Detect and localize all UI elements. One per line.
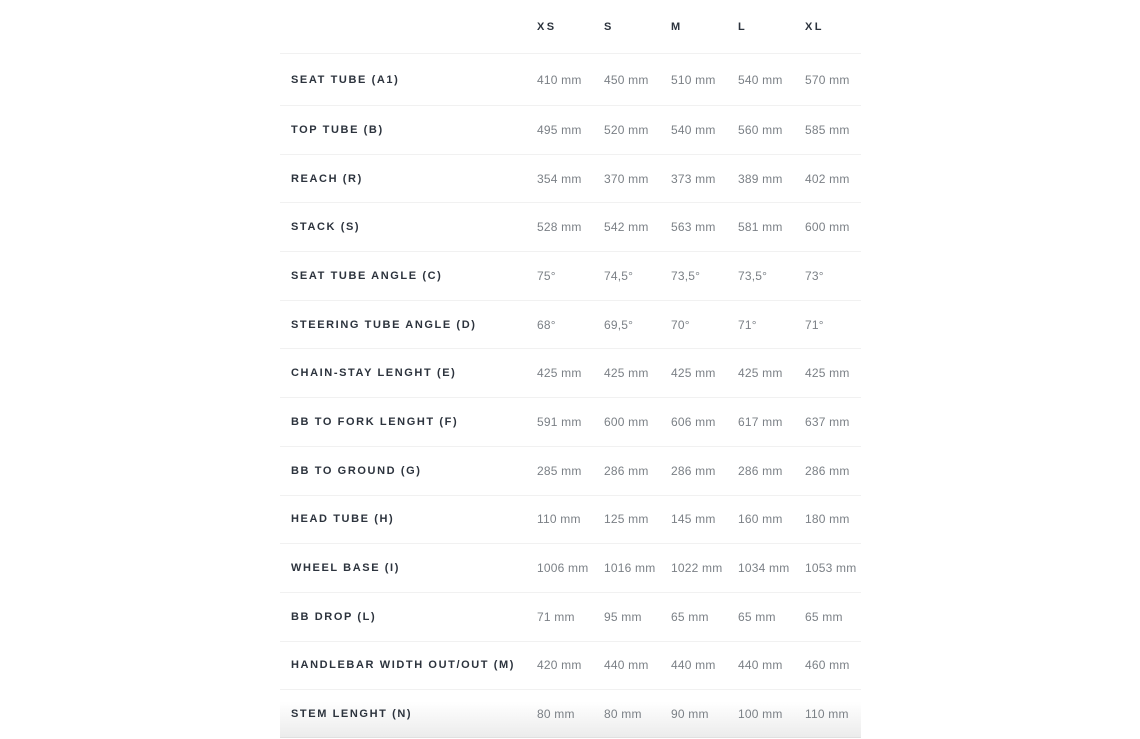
spec-value: 402 mm — [805, 171, 850, 186]
spec-value: 73,5° — [671, 268, 701, 283]
spec-value: 585 mm — [805, 122, 850, 137]
spec-label: STEM LENGHT (N) — [291, 707, 413, 720]
spec-value: 145 mm — [671, 512, 716, 527]
spec-value: 425 mm — [738, 366, 783, 381]
spec-row — [280, 105, 861, 154]
spec-value: 420 mm — [537, 658, 582, 673]
spec-value: 540 mm — [671, 122, 716, 137]
spec-value: 440 mm — [738, 658, 783, 673]
spec-value: 1022 mm — [671, 561, 723, 576]
spec-value: 80 mm — [604, 706, 642, 721]
spec-value: 560 mm — [738, 122, 783, 137]
spec-value: 495 mm — [537, 122, 582, 137]
spec-value: 71 mm — [537, 609, 575, 624]
spec-value: 110 mm — [805, 706, 849, 721]
spec-label: STACK (S) — [291, 221, 361, 234]
spec-value: 75° — [537, 268, 556, 283]
spec-value: 125 mm — [604, 512, 649, 527]
spec-row — [280, 300, 861, 349]
spec-value: 90 mm — [671, 706, 709, 721]
spec-row — [280, 495, 861, 544]
spec-value: 73,5° — [738, 268, 768, 283]
spec-value: 425 mm — [604, 366, 649, 381]
spec-value: 520 mm — [604, 122, 649, 137]
spec-value: 440 mm — [671, 658, 716, 673]
size-column-header: XL — [805, 20, 824, 33]
spec-value: 389 mm — [738, 171, 783, 186]
spec-value: 528 mm — [537, 220, 582, 235]
spec-value: 570 mm — [805, 72, 850, 87]
spec-row — [280, 592, 861, 641]
spec-value: 65 mm — [738, 609, 776, 624]
spec-label: TOP TUBE (B) — [291, 123, 384, 136]
spec-value: 591 mm — [537, 414, 582, 429]
spec-label: STEERING TUBE ANGLE (D) — [291, 318, 477, 331]
spec-label: SEAT TUBE ANGLE (C) — [291, 269, 443, 282]
spec-value: 581 mm — [738, 220, 783, 235]
spec-value: 100 mm — [738, 706, 783, 721]
spec-value: 460 mm — [805, 658, 850, 673]
spec-row — [280, 202, 861, 251]
spec-value: 71° — [805, 317, 824, 332]
spec-label: BB TO GROUND (G) — [291, 464, 422, 477]
spec-value: 65 mm — [671, 609, 709, 624]
spec-label: BB TO FORK LENGHT (F) — [291, 415, 459, 428]
spec-value: 71° — [738, 317, 757, 332]
spec-value: 1053 mm — [805, 561, 857, 576]
spec-row — [280, 251, 861, 300]
spec-value: 80 mm — [537, 706, 575, 721]
table-header-row — [280, 0, 861, 53]
spec-value: 606 mm — [671, 414, 716, 429]
spec-label: HEAD TUBE (H) — [291, 513, 395, 526]
spec-label: HANDLEBAR WIDTH OUT/OUT (M) — [291, 659, 516, 672]
spec-value: 425 mm — [805, 366, 850, 381]
spec-value: 286 mm — [738, 463, 783, 478]
spec-value: 450 mm — [604, 72, 649, 87]
spec-value: 69,5° — [604, 317, 634, 332]
spec-label: CHAIN-STAY LENGHT (E) — [291, 367, 457, 380]
spec-value: 74,5° — [604, 268, 634, 283]
spec-value: 1016 mm — [604, 561, 656, 576]
size-column-header: L — [738, 20, 748, 33]
spec-row — [280, 689, 861, 738]
spec-row — [280, 446, 861, 495]
spec-label: WHEEL BASE (I) — [291, 562, 400, 575]
geometry-table — [280, 0, 861, 738]
spec-value: 73° — [805, 268, 824, 283]
spec-row — [280, 641, 861, 690]
spec-value: 600 mm — [604, 414, 649, 429]
spec-value: 370 mm — [604, 171, 649, 186]
spec-value: 70° — [671, 317, 690, 332]
spec-value: 373 mm — [671, 171, 716, 186]
spec-label: BB DROP (L) — [291, 610, 377, 623]
spec-value: 600 mm — [805, 220, 850, 235]
spec-value: 285 mm — [537, 463, 582, 478]
spec-value: 617 mm — [738, 414, 783, 429]
spec-value: 1034 mm — [738, 561, 790, 576]
spec-value: 286 mm — [805, 463, 850, 478]
spec-row — [280, 348, 861, 397]
size-column-header: M — [671, 20, 683, 33]
size-column-header: S — [604, 20, 614, 33]
spec-value: 510 mm — [671, 72, 716, 87]
spec-value: 286 mm — [604, 463, 649, 478]
spec-value: 637 mm — [805, 414, 850, 429]
spec-row — [280, 154, 861, 203]
spec-row — [280, 397, 861, 446]
spec-row — [280, 543, 861, 592]
spec-label: REACH (R) — [291, 172, 363, 185]
spec-value: 180 mm — [805, 512, 850, 527]
spec-value: 110 mm — [537, 512, 581, 527]
spec-label: SEAT TUBE (A1) — [291, 73, 400, 86]
spec-value: 286 mm — [671, 463, 716, 478]
spec-value: 540 mm — [738, 72, 783, 87]
spec-value: 410 mm — [537, 72, 582, 87]
spec-value: 563 mm — [671, 220, 716, 235]
spec-value: 68° — [537, 317, 556, 332]
spec-row — [280, 53, 861, 105]
spec-value: 354 mm — [537, 171, 582, 186]
spec-value: 425 mm — [537, 366, 582, 381]
spec-value: 440 mm — [604, 658, 649, 673]
spec-value: 160 mm — [738, 512, 783, 527]
size-column-header: XS — [537, 20, 557, 33]
spec-value: 542 mm — [604, 220, 649, 235]
spec-value: 425 mm — [671, 366, 716, 381]
spec-value: 1006 mm — [537, 561, 589, 576]
spec-value: 95 mm — [604, 609, 642, 624]
spec-value: 65 mm — [805, 609, 843, 624]
